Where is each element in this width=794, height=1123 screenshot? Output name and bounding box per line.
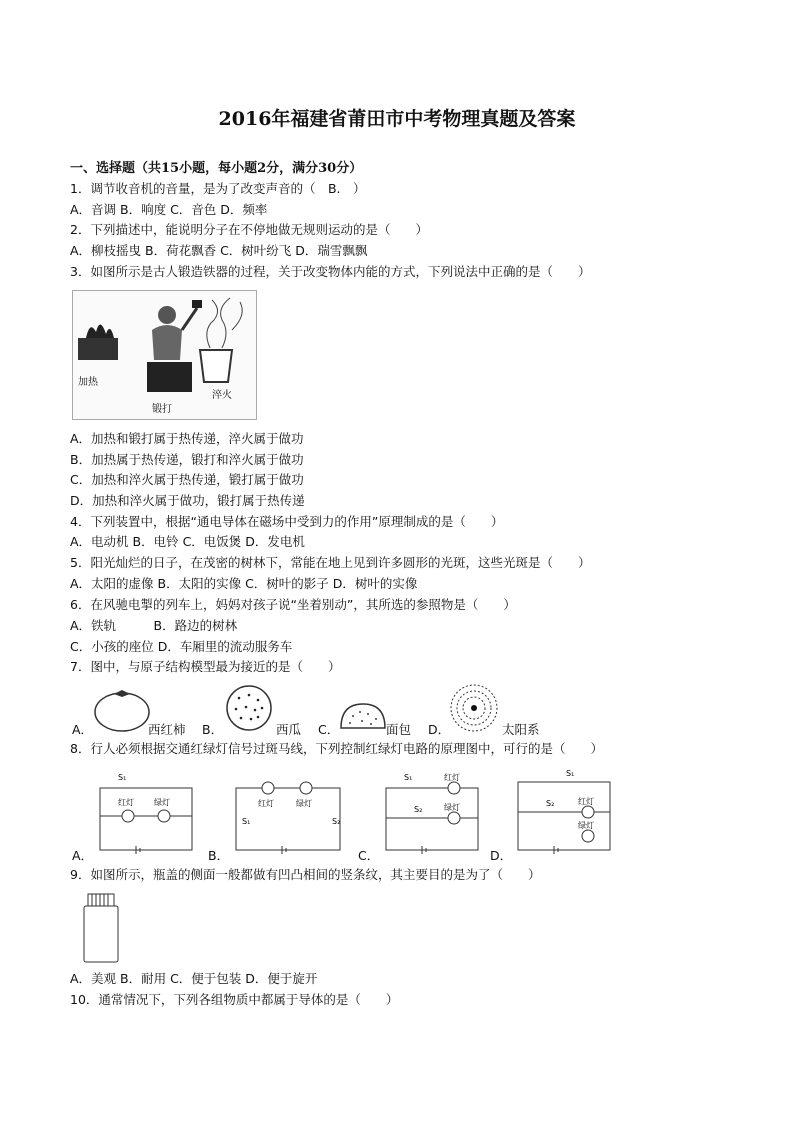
switch-s1-label: S₁ [118,773,127,782]
question-8: 8．行人必须根据交通红绿灯信号过斑马线，下列控制红绿灯电路的原理图中，可行的是（ ） [70,741,603,756]
green-lamp [582,830,594,842]
section-heading: 一、选择题（共15小题，每小题2分，满分30分） [70,161,363,176]
person-body [152,325,182,360]
green-lamp [158,810,170,822]
question-5-options: A．太阳的虚像 B．太阳的实像 C．树叶的影子 D．树叶的实像 [70,576,418,591]
red-lamp-label: 红灯 [258,799,274,808]
q7-label-a: A． [72,722,94,737]
question-1-options: A．音调 B．响度 C．音色 D．频率 [70,202,268,217]
circuit-c [378,768,488,860]
bottle-body [84,906,118,962]
question-7: 7．图中，与原子结构模型最为接近的是（ ） [70,659,341,674]
switch-s2-label: S₂ [414,805,423,814]
green-lamp-label: 绿灯 [578,821,594,830]
q8-label-b: B． [208,848,230,863]
red-lamp-label: 红灯 [444,773,460,782]
sun [471,705,477,711]
tomato-figure [92,686,152,734]
switch-s2-label: S₂ [332,817,341,826]
circuit-b-wire [236,788,340,850]
red-lamp [262,782,274,794]
q8-label-c: C． [358,848,380,863]
question-5: 5．阳光灿烂的日子，在茂密的树林下，常能在地上见到许多圆形的光斑，这些光斑是（ ） [70,555,591,570]
green-lamp [300,782,312,794]
forging-illustration [72,290,257,420]
green-lamp-label: 绿灯 [154,798,170,807]
switch-s1-label: S₁ [404,773,413,782]
q7-caption-c: 面包 [386,722,412,737]
question-3-option-c: C．加热和淬火属于热传递，锻打属于做功 [70,472,304,487]
question-9-options: A．美观 B．耐用 C．便于包装 D．便于旋开 [70,971,318,986]
switch-s1-label: S₁ [242,817,251,826]
tomato-body [95,693,149,731]
circuit-d-wire [518,782,610,850]
green-lamp-label: 绿灯 [444,803,460,812]
solar-system-figure [446,682,502,734]
red-lamp [122,810,134,822]
question-6: 6．在风驰电掣的列车上，妈妈对孩子说“坐着别动”，其所选的参照物是（ ） [70,597,516,612]
bread-body [341,704,385,728]
q7-label-c: C． [318,722,340,737]
q7-caption-d: 太阳系 [502,722,540,737]
question-3-option-a: A．加热和锻打属于热传递，淬火属于做功 [70,431,304,446]
q7-label-b: B． [202,722,224,737]
question-10: 10．通常情况下，下列各组物质中都属于导体的是（ ） [70,992,399,1007]
bread-figure [338,700,388,732]
circuit-d [510,768,620,860]
bottle-figure [78,890,124,966]
question-4-options: A．电动机 B．电铃 C．电饭煲 D．发电机 [70,534,305,549]
red-lamp-label: 红灯 [118,798,134,807]
person-head [158,306,176,324]
green-lamp-label: 绿灯 [296,799,312,808]
q8-label-d: D． [490,848,513,863]
hammer-head [192,300,202,308]
question-2: 2．下列描述中，能说明分子在不停地做无规则运动的是（ ） [70,222,428,237]
circuit-b [228,768,348,860]
switch-s1-label: S₁ [566,769,575,778]
red-lamp [582,806,594,818]
green-lamp [448,812,460,824]
question-3: 3．如图所示是古人锻造铁器的过程，关于改变物体内能的方式，下列说法中正确的是（ ） [70,264,591,279]
page-title: 2016年福建省莆田市中考物理真题及答案 [218,108,576,130]
switch-s2-label: S₂ [546,799,555,808]
question-1: 1．调节收音机的音量，是为了改变声音的（ B. ） [70,181,366,196]
red-lamp [448,782,460,794]
label-forge: 锻打 [152,404,172,415]
watermelon-body [227,686,271,730]
watermelon-figure [224,683,274,733]
furnace [78,338,118,360]
question-2-options: A．柳枝摇曳 B．荷花飘香 C．树叶纷飞 D．瑞雪飘飘 [70,243,368,258]
q7-caption-b: 西瓜 [276,722,302,737]
question-4: 4．下列装置中，根据“通电导体在磁场中受到力的作用”原理制成的是（ ） [70,514,504,529]
circuit-a [92,768,202,860]
label-heat: 加热 [78,377,98,388]
q7-caption-a: 西红柿 [148,722,186,737]
anvil [147,362,192,392]
q8-label-a: A． [72,848,94,863]
question-9: 9．如图所示，瓶盖的侧面一般都做有凹凸相间的竖条纹，其主要目的是为了（ ） [70,867,541,882]
question-3-option-b: B．加热属于热传递，锻打和淬火属于做功 [70,452,304,467]
question-3-option-d: D．加热和淬火属于做功，锻打属于热传递 [70,493,305,508]
red-lamp-label: 红灯 [578,797,594,806]
circuit-c-wire [386,788,478,850]
quench-bucket [200,350,232,382]
question-6-options-cd: C．小孩的座位 D．车厢里的流动服务车 [70,639,293,654]
label-quench: 淬火 [212,390,232,401]
q7-label-d: D． [428,722,451,737]
circuit-a-wire [100,788,192,850]
question-6-options-ab: A．铁轨 B．路边的树林 [70,618,238,633]
